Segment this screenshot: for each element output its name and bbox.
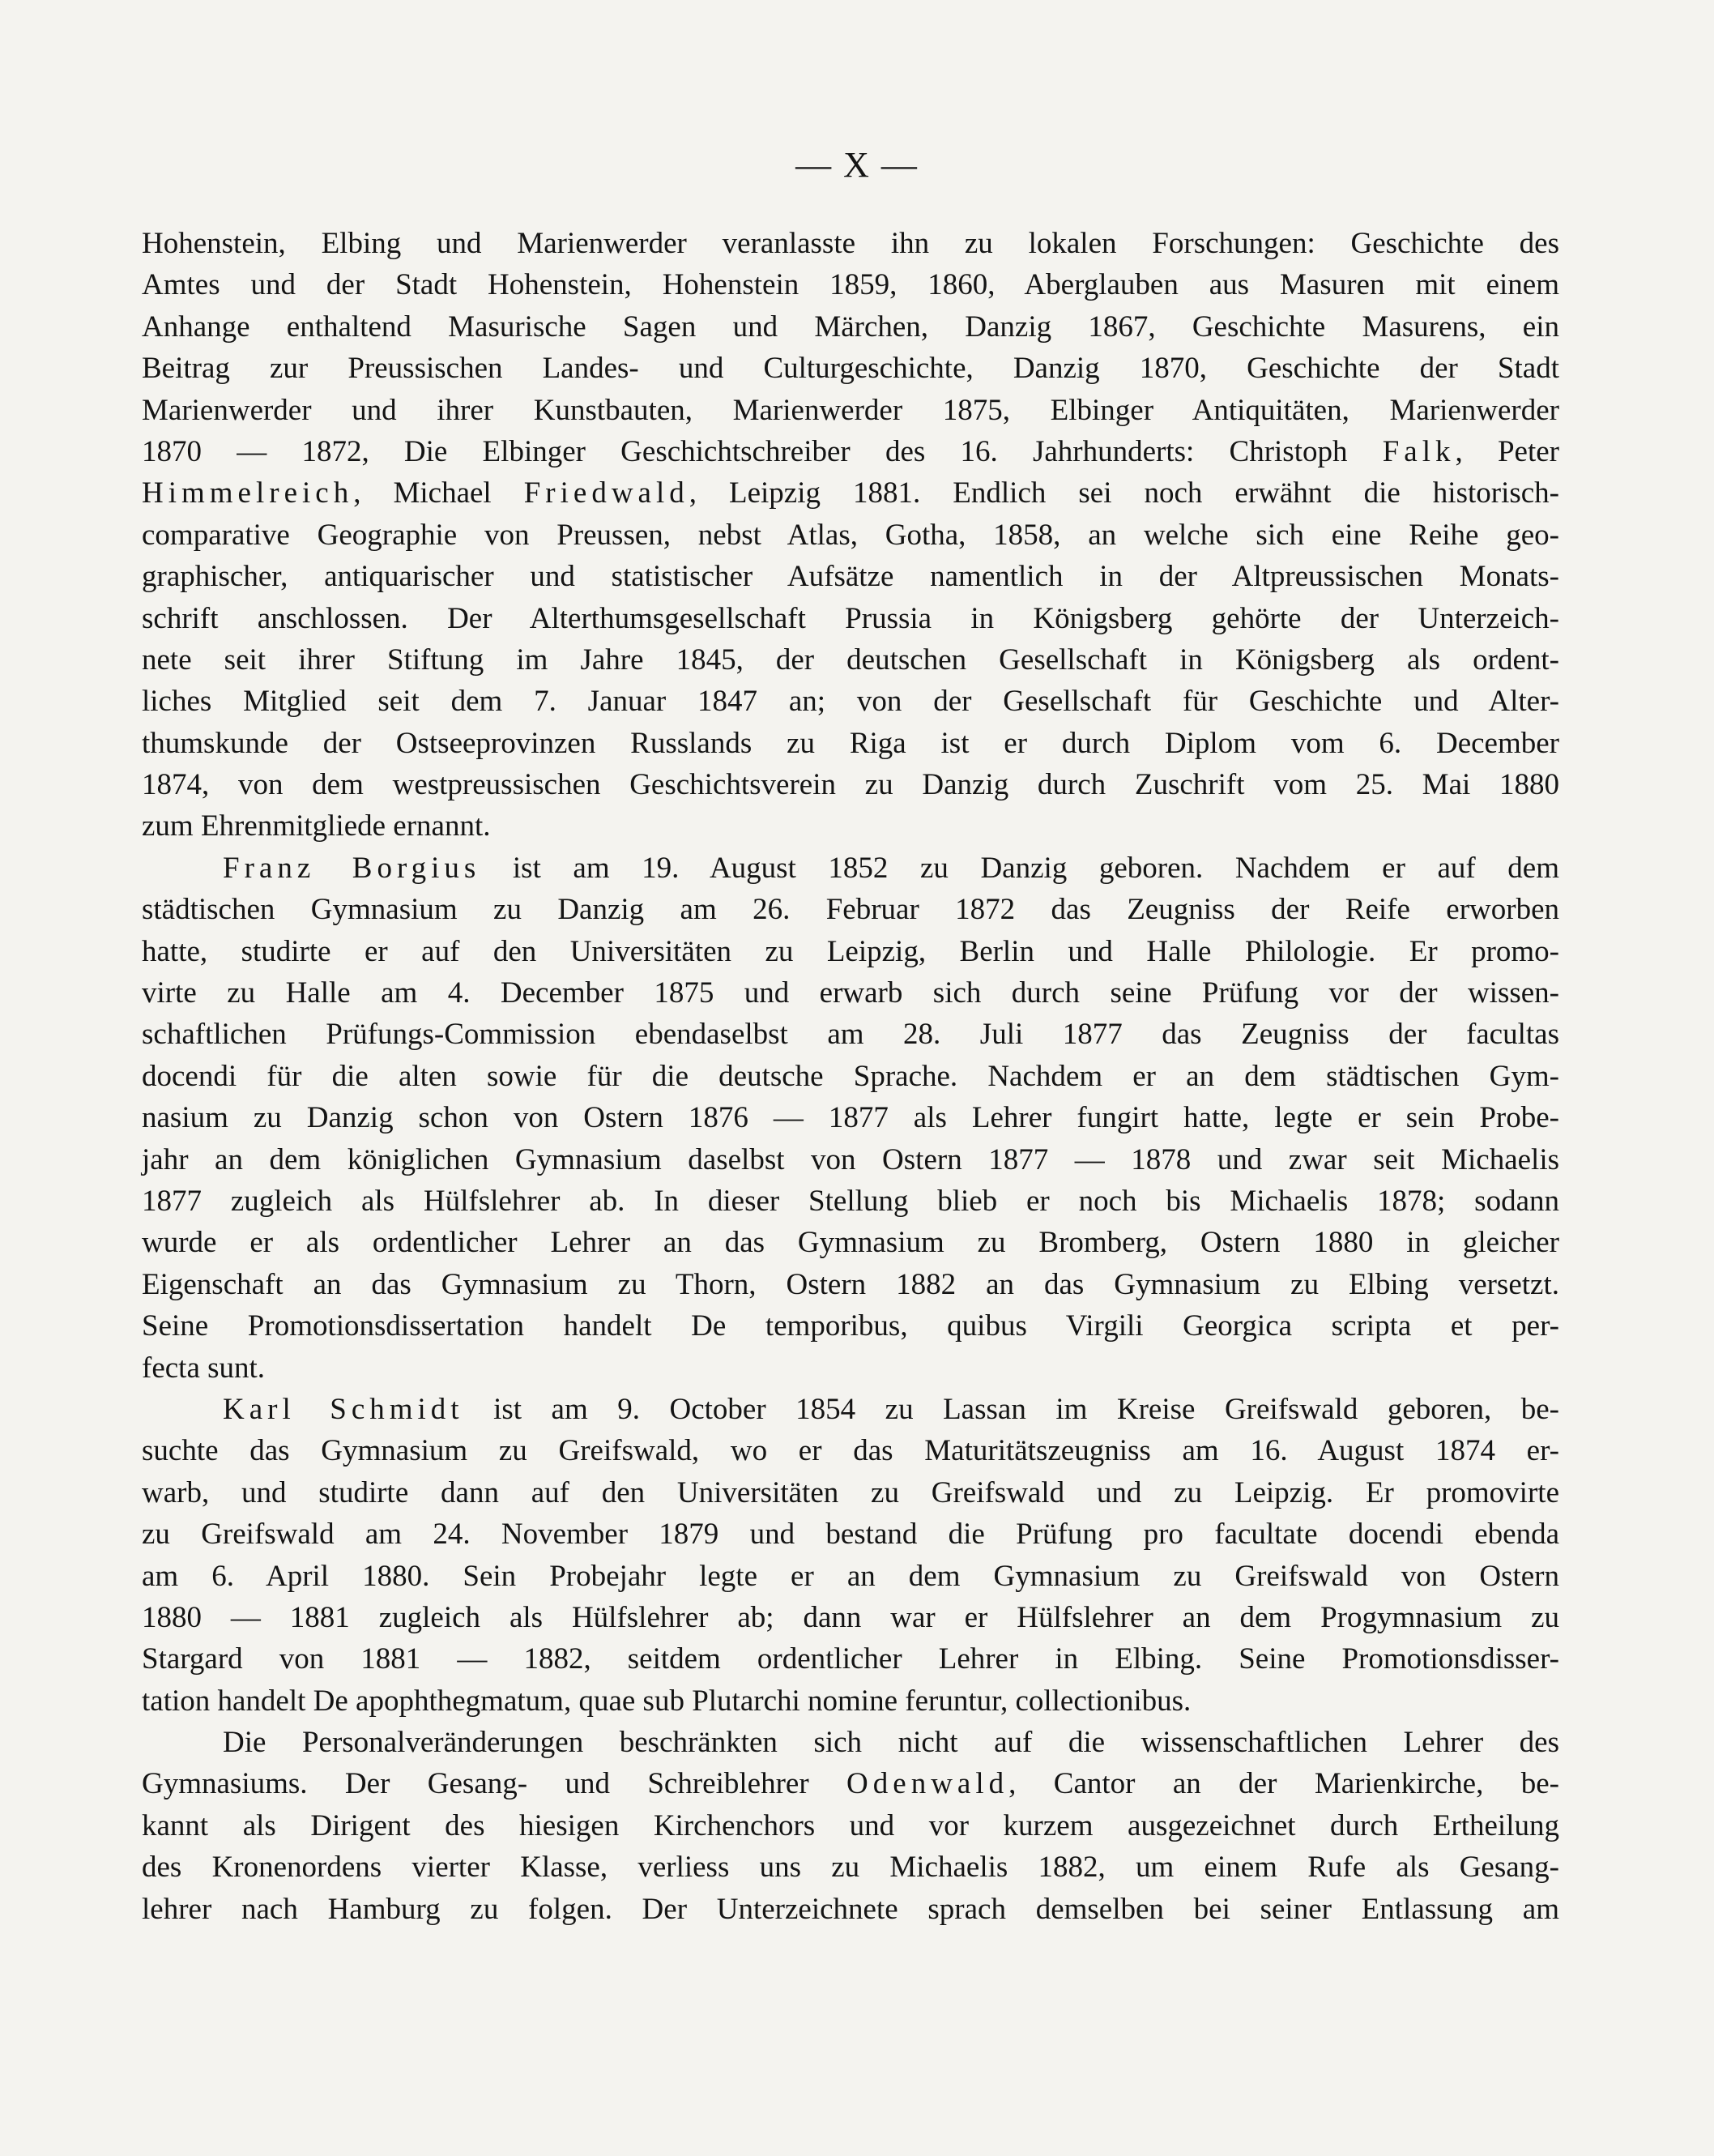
- text-segment: tation handelt De apophthegmatum, quae sub Plutarchi nomine feruntur, collectionibus.: [142, 1684, 1192, 1718]
- text-line: [142, 1889, 1559, 1930]
- text-line: [142, 1846, 1559, 1888]
- text-line: [142, 1763, 1559, 1804]
- text-segment: 1874, von dem westpreussischen Geschichtsverein zu Danzig durch Zuschrift vom 25. Mai 1880: [142, 768, 1559, 802]
- spaced-name: Odenwald: [846, 1767, 1009, 1801]
- text-segment: liches Mitglied seit dem 7. Januar 1847 an; von der Gesellschaft für Geschichte und Alter-: [142, 685, 1559, 719]
- text-segment: graphischer, antiquarischer und statistischer Aufsätze namentlich in der Altpreussischen Monats-: [142, 560, 1559, 594]
- spaced-name: Karl Schmidt: [223, 1392, 464, 1426]
- text-line: [142, 556, 1559, 597]
- text-segment: thumskunde der Ostseeprovinzen Russlands zu Riga ist er durch Diplom vom 6. December: [142, 726, 1559, 760]
- text-segment: Marienwerder und ihrer Kunstbauten, Marienwerder 1875, Elbinger Antiquitäten, Marienwerder: [142, 393, 1559, 427]
- text-line: [142, 514, 1559, 556]
- text-segment: zu Greifswald am 24. November 1879 und bestand die Prüfung pro facultate docendi ebenda: [142, 1518, 1559, 1552]
- text-segment: Hohenstein, Elbing und Marienwerder veranlasste ihn zu lokalen Forschungen: Geschichte des: [142, 227, 1559, 260]
- text-segment: 1877 zugleich als Hülfslehrer ab. In dieser Stellung blieb er noch bis Michaelis 1878; sodann: [142, 1184, 1559, 1218]
- text-line: [142, 1222, 1559, 1263]
- text-segment: schrift anschlossen. Der Alterthumsgesellschaft Prussia in Königsberg gehörte der Unterzeich-: [142, 601, 1559, 635]
- text-line: [142, 1513, 1559, 1555]
- text-segment: jahr an dem königlichen Gymnasium daselbst von Ostern 1877 — 1878 und zwar seit Michaelis: [142, 1142, 1559, 1176]
- text-segment: , Leipzig 1881. Endlich sei noch erwähnt die historisch-: [689, 476, 1559, 510]
- text-segment: am 6. April 1880. Sein Probejahr legte er an dem Gymnasium zu Greifswald von Ostern: [142, 1559, 1559, 1593]
- text-segment: Seine Promotionsdissertation handelt De temporibus, quibus Virgili Georgica scripta et per-: [142, 1309, 1559, 1343]
- text-line: [142, 889, 1559, 930]
- text-line: [142, 223, 1559, 264]
- text-line: [142, 1014, 1559, 1055]
- text-segment: zum Ehrenmitgliede ernannt.: [142, 809, 491, 843]
- body-text: [142, 223, 1559, 1930]
- text-line: [142, 723, 1559, 764]
- spaced-name: Friedwald: [523, 476, 689, 510]
- text-segment: Die Personalveränderungen beschränkten sich nicht auf die wissenschaftlichen Lehrer des: [223, 1726, 1559, 1760]
- text-segment: Amtes und der Stadt Hohenstein, Hohenstein 1859, 1860, Aberglauben aus Masuren mit einem: [142, 268, 1559, 302]
- text-line: [142, 1597, 1559, 1638]
- text-segment: Gymnasiums. Der Gesang- und Schreiblehrer: [142, 1767, 847, 1801]
- text-line: [142, 431, 1559, 472]
- text-segment: virte zu Halle am 4. December 1875 und erwarb sich durch seine Prüfung vor der wissen-: [142, 976, 1559, 1010]
- text-line: [142, 847, 1559, 889]
- text-segment: hatte, studirte er auf den Universitäten zu Leipzig, Berlin und Halle Philologie. Er promo-: [142, 934, 1559, 968]
- text-line: [142, 264, 1559, 305]
- text-segment: Eigenschaft an das Gymnasium zu Thorn, Ostern 1882 an das Gymnasium zu Elbing versetzt.: [142, 1267, 1559, 1301]
- text-segment: wurde er als ordentlicher Lehrer an das Gymnasium zu Bromberg, Ostern 1880 in gleicher: [142, 1226, 1559, 1260]
- text-line: [142, 598, 1559, 639]
- text-line: [142, 1722, 1559, 1763]
- text-line: [142, 348, 1559, 389]
- text-line: [142, 1264, 1559, 1305]
- text-line: [142, 681, 1559, 722]
- text-segment: schaftlichen Prüfungs-Commission ebendaselbst am 28. Juli 1877 das Zeugniss der facultas: [142, 1018, 1559, 1052]
- text-line: [142, 1305, 1559, 1347]
- text-line: [142, 1638, 1559, 1680]
- text-segment: nasium zu Danzig schon von Ostern 1876 — 1877 als Lehrer fungirt hatte, legte er sein Probe-: [142, 1101, 1559, 1135]
- text-line: [142, 1805, 1559, 1846]
- text-line: [142, 390, 1559, 431]
- text-line: [142, 805, 1559, 847]
- text-line: [142, 639, 1559, 681]
- spaced-name: Franz Borgius: [223, 851, 481, 885]
- text-line: [142, 472, 1559, 514]
- text-segment: warb, und studirte dann auf den Universitäten zu Greifswald und zu Leipzig. Er promovirte: [142, 1475, 1559, 1509]
- spaced-name: Falk: [1382, 434, 1456, 468]
- text-segment: , Peter: [1455, 434, 1559, 468]
- text-segment: Beitrag zur Preussischen Landes- und Culturgeschichte, Danzig 1870, Geschichte der Stadt: [142, 352, 1559, 386]
- text-line: [142, 1472, 1559, 1513]
- text-segment: docendi für die alten sowie für die deutsche Sprache. Nachdem er an dem städtischen Gym-: [142, 1059, 1559, 1093]
- text-line: [142, 1556, 1559, 1597]
- text-segment: , Michael: [353, 476, 524, 510]
- text-line: [142, 972, 1559, 1014]
- text-segment: Stargard von 1881 — 1882, seitdem ordentlicher Lehrer in Elbing. Seine Promotionsdisser-: [142, 1642, 1559, 1676]
- text-segment: ist am 19. August 1852 zu Danzig geboren. Nachdem er auf dem: [480, 851, 1559, 885]
- text-line: [142, 1389, 1559, 1430]
- text-segment: Anhange enthaltend Masurische Sagen und Märchen, Danzig 1867, Geschichte Masurens, ein: [142, 310, 1559, 344]
- text-line: [142, 931, 1559, 972]
- text-line: [142, 1180, 1559, 1222]
- text-line: [142, 306, 1559, 348]
- text-segment: 1880 — 1881 zugleich als Hülfslehrer ab; dann war er Hülfslehrer an dem Progymnasium zu: [142, 1600, 1559, 1634]
- text-segment: kannt als Dirigent des hiesigen Kirchenchors und vor kurzem ausgezeichnet durch Ertheilung: [142, 1808, 1559, 1842]
- text-segment: 1870 — 1872, Die Elbinger Geschichtschreiber des 16. Jahrhunderts: Christoph: [142, 434, 1383, 468]
- text-segment: comparative Geographie von Preussen, nebst Atlas, Gotha, 1858, an welche sich eine Reihe geo-: [142, 518, 1559, 552]
- text-segment: des Kronenordens vierter Klasse, verliess uns zu Michaelis 1882, um einem Rufe als Gesang-: [142, 1851, 1559, 1885]
- text-line: [142, 1430, 1559, 1471]
- text-segment: suchte das Gymnasium zu Greifswald, wo er das Maturitätszeugniss am 16. August 1874 er-: [142, 1434, 1559, 1468]
- spaced-name: Himmelreich: [142, 476, 354, 510]
- page-number: — X —: [795, 145, 919, 185]
- text-line: [142, 1097, 1559, 1138]
- text-segment: nete seit ihrer Stiftung im Jahre 1845, der deutschen Gesellschaft in Königsberg als ordent-: [142, 643, 1559, 677]
- text-segment: städtischen Gymnasium zu Danzig am 26. Februar 1872 das Zeugniss der Reife erworben: [142, 893, 1559, 927]
- text-line: [142, 764, 1559, 805]
- text-line: [142, 1056, 1559, 1097]
- text-segment: fecta sunt.: [142, 1351, 266, 1385]
- text-line: [142, 1139, 1559, 1180]
- text-segment: lehrer nach Hamburg zu folgen. Der Unterzeichnete sprach demselben bei seiner Entlassung am: [142, 1892, 1559, 1926]
- text-line: [142, 1347, 1559, 1389]
- text-segment: ist am 9. October 1854 zu Lassan im Kreise Greifswald geboren, be-: [463, 1392, 1559, 1426]
- text-line: [142, 1680, 1559, 1722]
- text-segment: , Cantor an der Marienkirche, be-: [1008, 1767, 1559, 1801]
